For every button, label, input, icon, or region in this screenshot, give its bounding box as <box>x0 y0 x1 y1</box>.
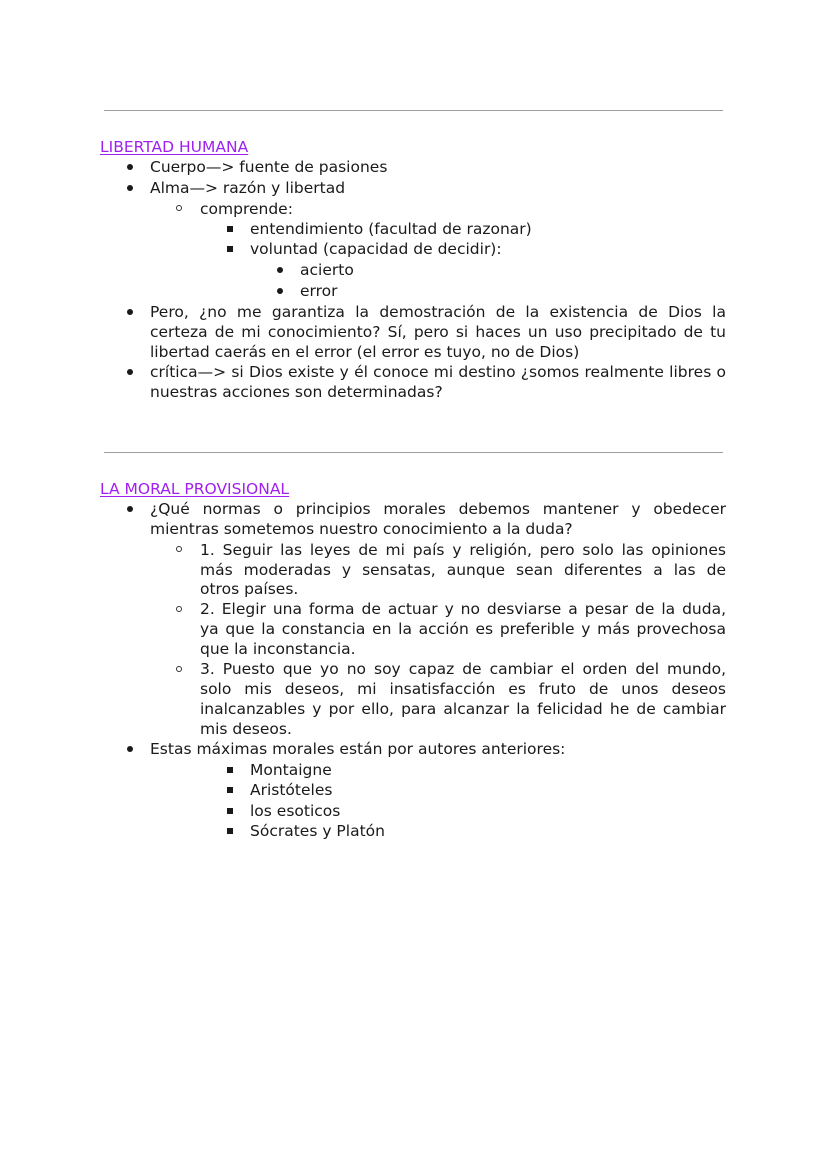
list-item-cuerpo: Cuerpo—> fuente de pasiones <box>150 158 388 176</box>
paragraph-critica-line-1: crítica—> si Dios existe y él conoce mi destino ¿somos realmente libres o <box>150 363 726 381</box>
paragraph-question-line-2: mientras sometemos nuestro conocimiento a la duda? <box>150 520 573 538</box>
bullet-circle-icon <box>176 205 182 211</box>
list-item-comprende: comprende: <box>200 200 293 218</box>
maxim-3-line-1: 3. Puesto que yo no soy capaz de cambiar el orden del mundo, <box>200 660 726 678</box>
bullet-disc-icon <box>127 164 133 170</box>
bullet-circle-icon <box>176 666 182 672</box>
bullet-disc-icon <box>127 506 133 512</box>
bullet-circle-icon <box>176 546 182 552</box>
maxim-3-line-3: inalcanzables y por ello, para alcanzar la felicidad he de cambiar <box>200 700 726 718</box>
horizontal-divider <box>104 452 723 453</box>
bullet-square-icon <box>227 767 233 773</box>
bullet-square-icon <box>227 226 233 232</box>
maxim-1-line-3: otros países. <box>200 580 299 598</box>
list-item-autor-esoticos: los esoticos <box>250 802 341 820</box>
list-item-maximas: Estas máximas morales están por autores anteriores: <box>150 740 566 758</box>
list-item-error: error <box>300 282 338 300</box>
bullet-disc-icon <box>127 185 133 191</box>
section-heading-la-moral-provisional[interactable]: LA MORAL PROVISIONAL <box>100 480 290 498</box>
bullet-square-icon <box>227 808 233 814</box>
list-item-voluntad: voluntad (capacidad de decidir): <box>250 240 502 258</box>
bullet-disc-icon <box>127 746 133 752</box>
list-item-autor-aristoteles: Aristóteles <box>250 781 333 799</box>
paragraph-pero-line-2: certeza de mi conocimiento? Sí, pero si haces un uso precipitado de tu <box>150 323 726 341</box>
bullet-disc-icon <box>127 369 133 375</box>
list-item-alma: Alma—> razón y libertad <box>150 179 346 197</box>
paragraph-pero-line-1: Pero, ¿no me garantiza la demostración de la existencia de Dios la <box>150 303 726 321</box>
maxim-1-line-2: más moderadas y sensatas, aunque sean diferentes a las de <box>200 561 726 579</box>
paragraph-critica-line-2: nuestras acciones son determinadas? <box>150 383 443 401</box>
bullet-disc-icon <box>277 288 283 294</box>
maxim-3-line-4: mis deseos. <box>200 720 292 738</box>
list-item-acierto: acierto <box>300 261 354 279</box>
section-heading-libertad-humana[interactable]: LIBERTAD HUMANA <box>100 138 249 156</box>
list-item-autor-montaigne: Montaigne <box>250 761 332 779</box>
bullet-disc-icon <box>277 267 283 273</box>
maxim-2-line-1: 2. Elegir una forma de actuar y no desviarse a pesar de la duda, <box>200 600 726 618</box>
paragraph-question-line-1: ¿Qué normas o principios morales debemos mantener y obedecer <box>150 500 726 518</box>
bullet-disc-icon <box>127 309 133 315</box>
maxim-1-line-1: 1. Seguir las leyes de mi país y religión, pero solo las opiniones <box>200 541 726 559</box>
bullet-square-icon <box>227 246 233 252</box>
maxim-2-line-2: ya que la constancia en la acción es preferible y más provechosa <box>200 620 726 638</box>
bullet-square-icon <box>227 828 233 834</box>
list-item-autor-socrates-platon: Sócrates y Platón <box>250 822 385 840</box>
paragraph-pero-line-3: libertad caerás en el error (el error es tuyo, no de Dios) <box>150 343 580 361</box>
maxim-2-line-3: que la inconstancia. <box>200 640 356 658</box>
bullet-circle-icon <box>176 606 182 612</box>
bullet-square-icon <box>227 787 233 793</box>
list-item-entendimiento: entendimiento (facultad de razonar) <box>250 220 532 238</box>
horizontal-divider <box>104 110 723 111</box>
maxim-3-line-2: solo mis deseos, mi insatisfacción es fruto de unos deseos <box>200 680 726 698</box>
